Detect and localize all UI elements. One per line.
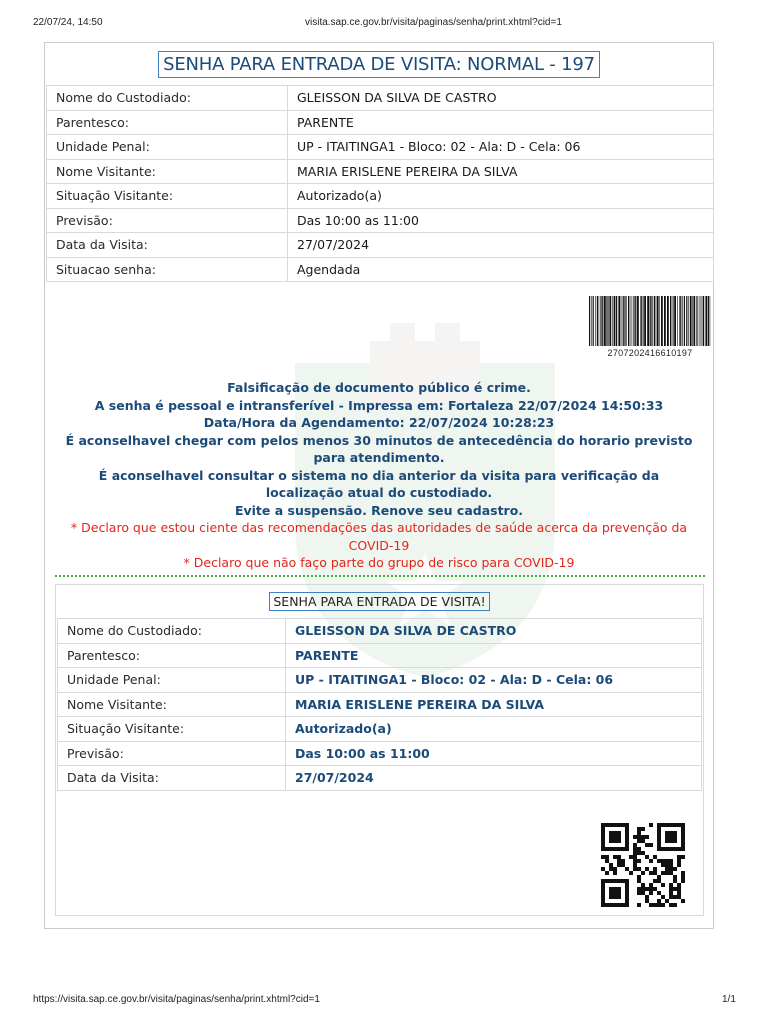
row-value: MARIA ERISLENE PEREIRA DA SILVA xyxy=(286,692,702,717)
row-label: Situação Visitante: xyxy=(47,184,288,209)
row-label: Data da Visita: xyxy=(58,766,286,791)
row-label: Situacao senha: xyxy=(47,257,288,282)
notice-check-location: É aconselhavel consultar o sistema no dia anterior da visita para verificação da localização atual do custodiado. xyxy=(98,467,660,500)
table-row xyxy=(58,741,702,766)
row-label: Parentesco: xyxy=(58,643,286,668)
notice-arrive-early: É aconselhavel chegar com pelos menos 30 minutos de antecedência do horario previsto para atendimento. xyxy=(65,432,693,465)
qr-code-icon xyxy=(601,823,685,907)
stub-title: SENHA PARA ENTRADA DE VISITA! xyxy=(269,592,489,611)
row-value: 27/07/2024 xyxy=(288,233,714,258)
row-value: MARIA ERISLENE PEREIRA DA SILVA xyxy=(288,159,714,184)
visit-ticket-card xyxy=(44,42,714,929)
notice-forgery: Falsificação de documento público é crime. xyxy=(227,380,531,395)
table-row xyxy=(47,110,714,135)
table-row xyxy=(58,619,702,644)
row-value: GLEISSON DA SILVA DE CASTRO xyxy=(286,619,702,644)
footer-url: https://visita.sap.ce.gov.br/visita/paginas/senha/print.xhtml?cid=1 xyxy=(33,994,320,1005)
row-value: Autorizado(a) xyxy=(288,184,714,209)
table-row xyxy=(58,643,702,668)
row-value: Das 10:00 as 11:00 xyxy=(286,741,702,766)
table-row xyxy=(47,135,714,160)
barcode-number: 2707202416610197 xyxy=(607,348,693,358)
declaration-covid-recommendations: * Declaro que estou ciente das recomendações das autoridades de saúde acerca da prevenção da COVID-19 xyxy=(70,520,688,553)
row-label: Situação Visitante: xyxy=(58,717,286,742)
row-label: Data da Visita: xyxy=(47,233,288,258)
print-page-title: visita.sap.ce.gov.br/visita/paginas/senha/print.xhtml?cid=1 xyxy=(305,17,562,28)
notices-block xyxy=(63,379,695,572)
table-row xyxy=(58,766,702,791)
row-label: Previsão: xyxy=(47,208,288,233)
print-datetime: 22/07/24, 14:50 xyxy=(33,17,103,28)
row-label: Nome Visitante: xyxy=(58,692,286,717)
table-row xyxy=(47,208,714,233)
table-row xyxy=(58,668,702,693)
row-label: Nome Visitante: xyxy=(47,159,288,184)
stub-info-table xyxy=(57,618,702,791)
row-value: 27/07/2024 xyxy=(286,766,702,791)
row-value: Autorizado(a) xyxy=(286,717,702,742)
table-row xyxy=(58,717,702,742)
row-value: UP - ITAITINGA1 - Bloco: 02 - Ala: D - Cela: 06 xyxy=(286,668,702,693)
row-label: Previsão: xyxy=(58,741,286,766)
row-value: Agendada xyxy=(288,257,714,282)
row-value: UP - ITAITINGA1 - Bloco: 02 - Ala: D - Cela: 06 xyxy=(288,135,714,160)
row-label: Parentesco: xyxy=(47,110,288,135)
table-row xyxy=(58,692,702,717)
table-row xyxy=(47,233,714,258)
ticket-info-table xyxy=(46,85,714,282)
table-row xyxy=(47,257,714,282)
row-label: Unidade Penal: xyxy=(58,668,286,693)
table-row xyxy=(47,159,714,184)
cut-divider xyxy=(55,575,705,577)
table-row xyxy=(47,86,714,111)
footer-page-count: 1/1 xyxy=(722,994,736,1005)
row-value: PARENTE xyxy=(286,643,702,668)
row-value: Das 10:00 as 11:00 xyxy=(288,208,714,233)
table-row xyxy=(47,184,714,209)
row-value: GLEISSON DA SILVA DE CASTRO xyxy=(288,86,714,111)
row-value: PARENTE xyxy=(288,110,714,135)
ticket-title: SENHA PARA ENTRADA DE VISITA: NORMAL - 197 xyxy=(158,51,600,78)
row-label: Nome do Custodiado: xyxy=(58,619,286,644)
declaration-covid-risk-group: * Declaro que não faço parte do grupo de risco para COVID-19 xyxy=(183,555,575,570)
barcode-icon xyxy=(589,296,711,346)
row-label: Nome do Custodiado: xyxy=(47,86,288,111)
notice-personal-ticket: A senha é pessoal e intransferível - Impressa em: Fortaleza 22/07/2024 14:50:33 Data/Hora da Agendamento: 22/07/2024 10:28:23 xyxy=(94,397,664,430)
notice-renew-registration: Evite a suspensão. Renove seu cadastro. xyxy=(234,502,524,518)
row-label: Unidade Penal: xyxy=(47,135,288,160)
